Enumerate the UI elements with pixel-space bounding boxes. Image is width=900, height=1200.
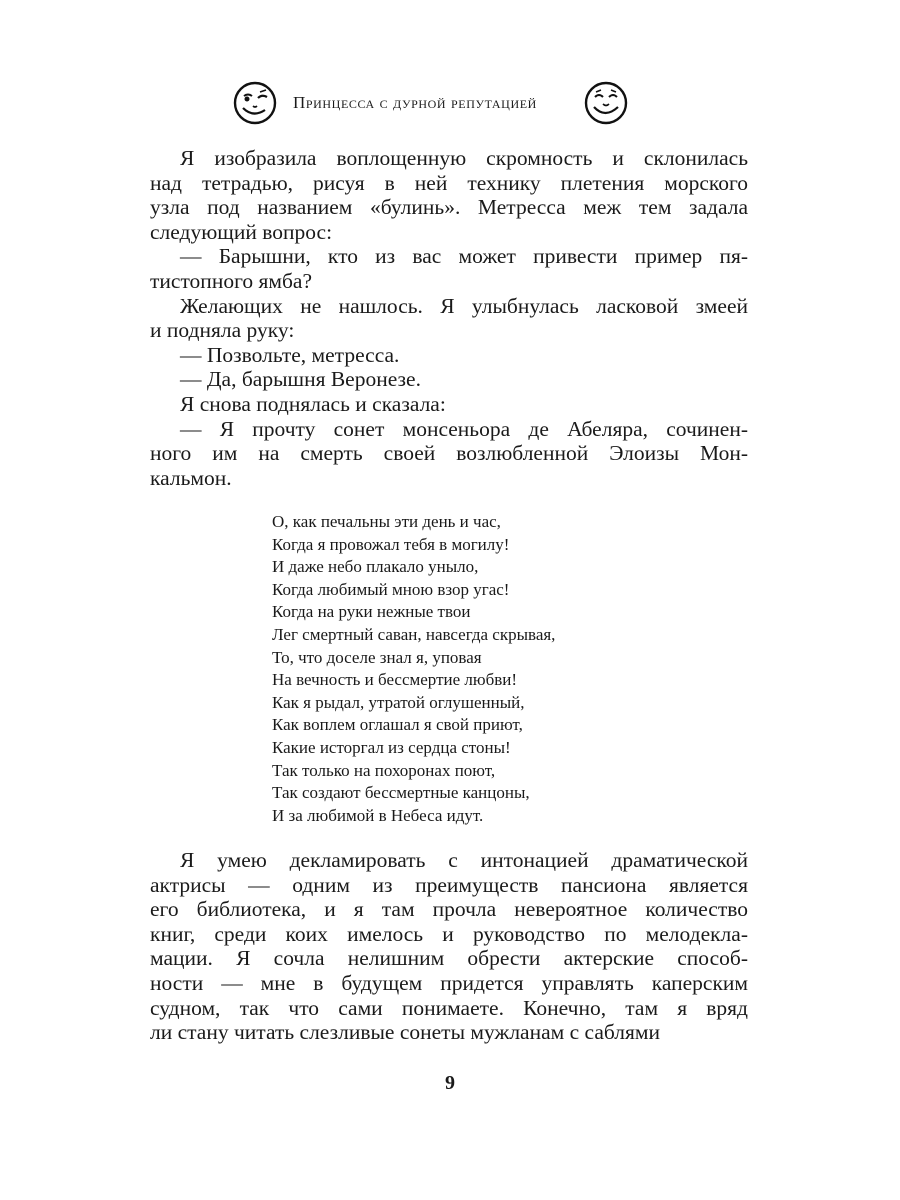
- paragraph: [150, 294, 748, 343]
- paragraph: [150, 343, 748, 368]
- poem-line: Когда любимый мною взор угас!: [272, 579, 510, 599]
- text-line: актрисы — одним из преимуществ пансиона является: [150, 872, 748, 897]
- poem-line: И за любимой в Небеса идут.: [272, 805, 484, 825]
- body-text-top: [150, 146, 748, 490]
- poem-line: Так создают бессмертные канцоны,: [272, 783, 530, 803]
- poem-line: И даже небо плакало уныло,: [272, 557, 479, 577]
- poem-line: То, что доселе знал я, уповая: [272, 647, 482, 667]
- poem-line: Когда на руки нежные твои: [272, 602, 471, 622]
- text-line: и подняла руку:: [150, 318, 295, 343]
- poem-line: Когда я провожал тебя в могилу!: [272, 534, 510, 554]
- running-header: [0, 78, 900, 128]
- paragraph: [150, 848, 748, 1045]
- paragraph: [150, 417, 748, 491]
- winking-smiley-icon: [232, 80, 278, 126]
- poem-line: Лег смертный саван, навсегда скрывая,: [272, 624, 556, 644]
- text-line: ли стану читать слезливые сонеты мужланам с саблями: [150, 1020, 661, 1045]
- text-line: — Позвольте, метресса.: [180, 342, 400, 367]
- paragraph: [150, 392, 748, 417]
- text-line: ности — мне в будущем придется управлять каперским: [150, 970, 748, 995]
- text-line: Желающих не нашлось. Я улыбнулась ласковой змеей: [180, 293, 748, 318]
- poem-line: Как воплем оглашал я свой приют,: [272, 715, 523, 735]
- text-line: — Барышни, кто из вас может привести пример пя-: [180, 244, 748, 269]
- text-line: — Да, барышня Веронезе.: [180, 367, 421, 392]
- running-title: Принцесса с дурной репутацией: [293, 93, 537, 112]
- text-line: над тетрадью, рисуя в ней технику плетения морского: [150, 170, 748, 195]
- text-line: следующий вопрос:: [150, 219, 333, 244]
- text-line: Я изобразила воплощенную скромность и склонилась: [180, 146, 748, 170]
- text-line: его библиотека, и я там прочла невероятное количество: [150, 897, 748, 922]
- laughing-smiley-icon: [583, 80, 629, 126]
- paragraph: [150, 244, 748, 293]
- text-line: узла под названием «булинь». Метресса меж тем задала: [150, 195, 748, 220]
- text-line: — Я прочту сонет монсеньора де Абеляра, сочинен-: [180, 416, 748, 441]
- paragraph: [150, 367, 748, 392]
- paragraph: [150, 146, 748, 244]
- poem-line: Так только на похоронах поют,: [272, 760, 496, 780]
- sonnet: [272, 511, 555, 827]
- text-line: Я снова поднялась и сказала:: [180, 391, 446, 416]
- page-number: 9: [445, 1072, 455, 1094]
- body-text-bottom: [150, 848, 748, 1045]
- poem-line: О, как печальны эти день и час,: [272, 512, 501, 531]
- text-line: тистопного ямба?: [150, 268, 312, 293]
- poem-line: На вечность и бессмертие любви!: [272, 670, 518, 690]
- poem-line: Какие исторгал из сердца стоны!: [272, 737, 511, 757]
- text-line: судном, так что сами понимаете. Конечно, там я вряд: [150, 995, 748, 1020]
- text-line: ного им на смерть своей возлюбленной Элоизы Мон-: [150, 441, 748, 466]
- poem-line: Как я рыдал, утратой оглушенный,: [272, 692, 525, 712]
- text-line: книг, среди коих имелось и руководство по мелодекла-: [150, 921, 748, 946]
- text-line: мации. Я сочла нелишним обрести актерские способ-: [150, 946, 748, 971]
- text-line: Я умею декламировать с интонацией драматической: [180, 848, 748, 872]
- text-line: кальмон.: [150, 465, 232, 490]
